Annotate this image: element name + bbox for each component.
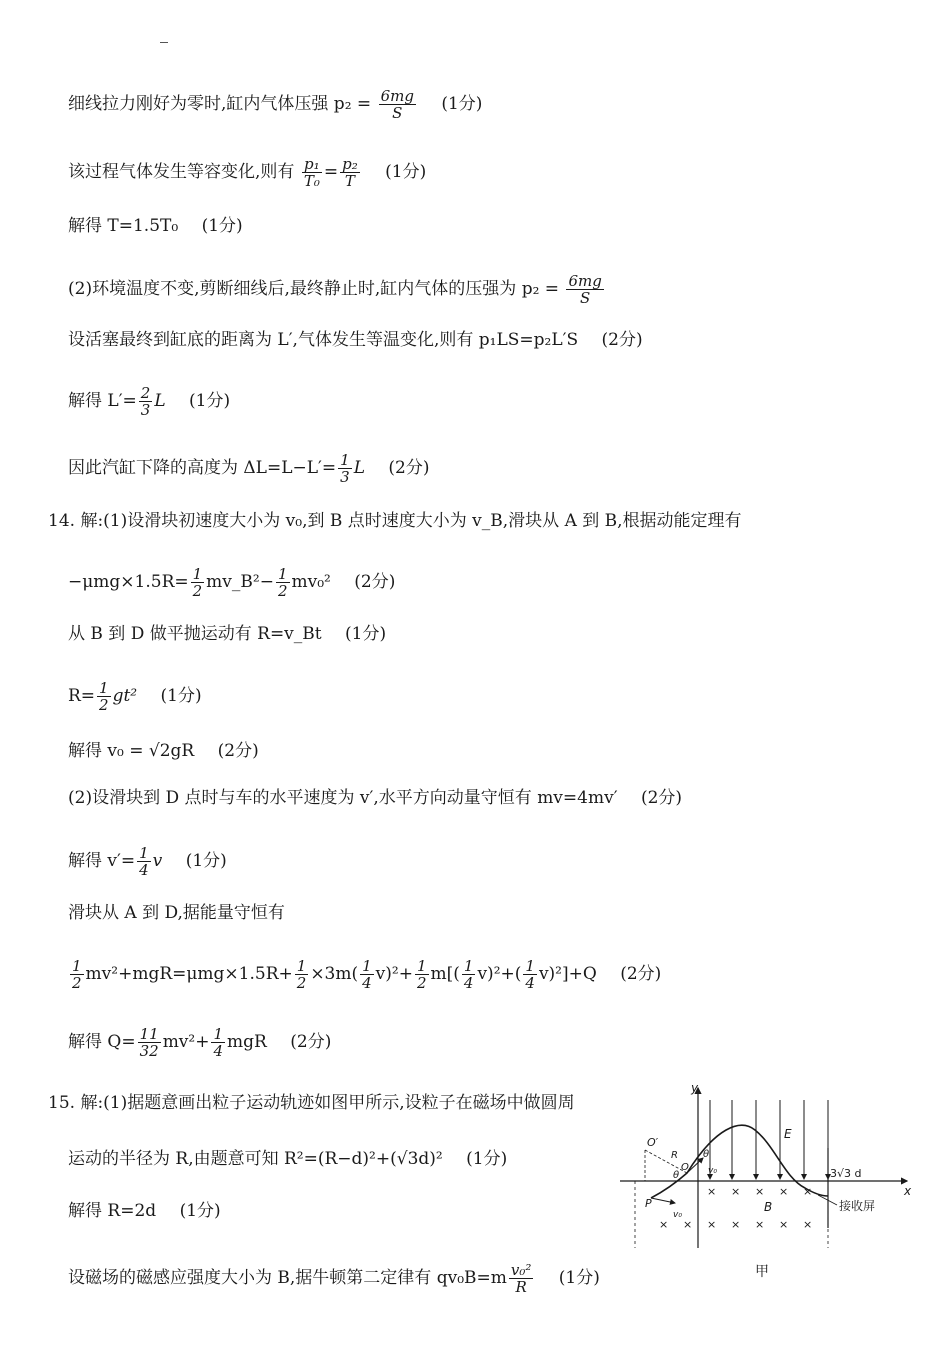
line-12: 解得 v₀ = √2gR (2分) <box>68 741 259 761</box>
fraction: $\frac{1}{2}$ <box>99 679 109 714</box>
figure-caption: 甲 <box>755 1264 769 1280</box>
svg-text:×: × <box>707 1218 717 1231</box>
y-axis-label: y <box>691 1081 699 1095</box>
fraction: $\frac{1}{2}$ <box>192 565 203 600</box>
field-label-E: E <box>784 1127 792 1141</box>
line-14: 解得 v′= $\frac{1}{4}$ v (1分) <box>68 844 227 879</box>
line-6: 解得 L′= $\frac{2}{3}$ L (1分) <box>68 384 231 419</box>
fraction: $\frac{\text{p₂}}{T}$ <box>342 155 358 190</box>
line-3: 解得 T=1.5T₀ (1分) <box>68 216 243 236</box>
fraction: $\frac{1}{4}$ <box>525 957 535 992</box>
svg-text:×: × <box>731 1185 741 1198</box>
fraction: $\frac{1}{4}$ <box>213 1025 224 1060</box>
initial-velocity-label: v₀ <box>673 1210 682 1220</box>
line-15: 滑块从 A 到 D,据能量守恒有 <box>68 903 285 923</box>
fraction: $\frac{2}{3}$ <box>140 384 151 419</box>
point-P-label: P <box>645 1197 652 1210</box>
svg-text:×: × <box>707 1185 717 1198</box>
header-mark <box>160 42 168 43</box>
fraction: $\frac{1}{3}$ <box>340 451 350 486</box>
line-19: 运动的半径为 R,由题意可知 R²=(R−d)²+(√3d)² (1分) <box>68 1149 508 1169</box>
svg-text:×: × <box>659 1218 669 1231</box>
distance-label: 3√3 d <box>830 1167 862 1180</box>
fraction: $\frac{1}{4}$ <box>362 957 372 992</box>
svg-text:×: × <box>683 1218 693 1231</box>
line-20: 解得 R=2d (1分) <box>68 1201 221 1221</box>
line-2: 该过程气体发生等容变化,则有 $\frac{\text{p₁}}{\text{T₀}}$ = $\frac{\text{p₂}}{T}$ (1分) <box>68 155 427 190</box>
line-7: 因此汽缸下降的高度为 ΔL=L−L′= $\frac{1}{3}$ L (2分) <box>68 451 430 486</box>
svg-text:×: × <box>779 1218 789 1231</box>
svg-text:×: × <box>803 1218 813 1231</box>
svg-text:×: × <box>755 1185 765 1198</box>
angle-theta-label: θ <box>703 1149 710 1160</box>
line-1: 细线拉力刚好为零时,缸内气体压强 p₂ = $\frac{6mg}{S}$ (1分) <box>68 87 483 122</box>
fraction: $\frac{1}{2}$ <box>277 565 288 600</box>
radius-label: R <box>671 1150 678 1161</box>
fraction: $\frac{1}{2}$ <box>416 957 427 992</box>
fraction: $\frac{6mg}{S}$ <box>568 272 602 307</box>
origin-label: O <box>681 1162 689 1173</box>
svg-text:×: × <box>803 1185 813 1198</box>
line-13: (2)设滑块到 D 点时与车的水平速度为 v′,水平方向动量守恒有 mv=4mv′ (2分) <box>68 788 683 808</box>
line-17: 解得 Q= $\frac{11}{32}$ mv²+ $\frac{1}{4}$ mgR (2分) <box>68 1025 332 1060</box>
screen-label: 接收屏 <box>839 1199 876 1213</box>
fraction: $\frac{\text{p₁}}{\text{T₀}}$ <box>303 155 320 190</box>
line-18: 15. 解:(1)据题意画出粒子运动轨迹如图甲所示,设粒子在磁场中做圆周 <box>48 1093 575 1113</box>
fraction: $\frac{6mg}{S}$ <box>380 87 414 122</box>
field-label-B: B <box>764 1200 773 1214</box>
line-16: $\frac{1}{2}$ mv²+mgR=μmg×1.5R+ $\frac{1}{2}$ ×3m( $\frac{1}{4}$ v)²+ $\frac{1}{2}$ m[( $\frac{1}{4}$ v)²+( $\frac{1}{4}$ v)²]+Q (2分) <box>72 957 662 992</box>
line-21: 设磁场的磁感应强度大小为 B,据牛顿第二定律有 qv₀B=m $\frac{\text{v₀²}}{R}$ (1分) <box>68 1261 600 1296</box>
line-4: (2)环境温度不变,剪断细线后,最终静止时,缸内气体的压强为 p₂ = $\frac{6mg}{S}$ <box>68 272 602 307</box>
fraction: $\frac{1}{4}$ <box>463 957 474 992</box>
svg-text:×: × <box>755 1218 765 1231</box>
center-O-prime-label: O′ <box>647 1136 659 1149</box>
line-10: 从 B 到 D 做平抛运动有 R=v_Bt (1分) <box>68 624 387 644</box>
svg-text:×: × <box>731 1218 741 1231</box>
fraction: $\frac{1}{4}$ <box>139 844 149 879</box>
line-5: 设活塞最终到缸底的距离为 L′,气体发生等温变化,则有 p₁LS=p₂L′S (2分) <box>68 330 643 350</box>
x-axis-label: x <box>904 1184 912 1198</box>
svg-text:×: × <box>779 1185 789 1198</box>
fraction: $\frac{11}{32}$ <box>139 1025 159 1060</box>
magnetic-field-crosses <box>659 1185 812 1231</box>
fraction: $\frac{1}{2}$ <box>296 957 307 992</box>
line-8: 14. 解:(1)设滑块初速度大小为 v₀,到 B 点时速度大小为 v_B,滑块从 A 到 B,根据动能定理有 <box>48 511 742 531</box>
fraction: $\frac{1}{2}$ <box>72 957 82 992</box>
line-11: R= $\frac{1}{2}$ gt² (1分) <box>68 679 202 714</box>
electric-field-lines <box>710 1100 828 1179</box>
fraction: $\frac{\text{v₀²}}{R}$ <box>510 1261 532 1296</box>
figure-jia <box>615 1078 915 1283</box>
velocity-label: v₀ <box>708 1166 717 1176</box>
angle-theta-label-2: θ <box>673 1170 680 1181</box>
line-9: −μmg×1.5R= $\frac{1}{2}$ mv_B²− $\frac{1}{2}$ mv₀² (2分) <box>68 565 396 600</box>
